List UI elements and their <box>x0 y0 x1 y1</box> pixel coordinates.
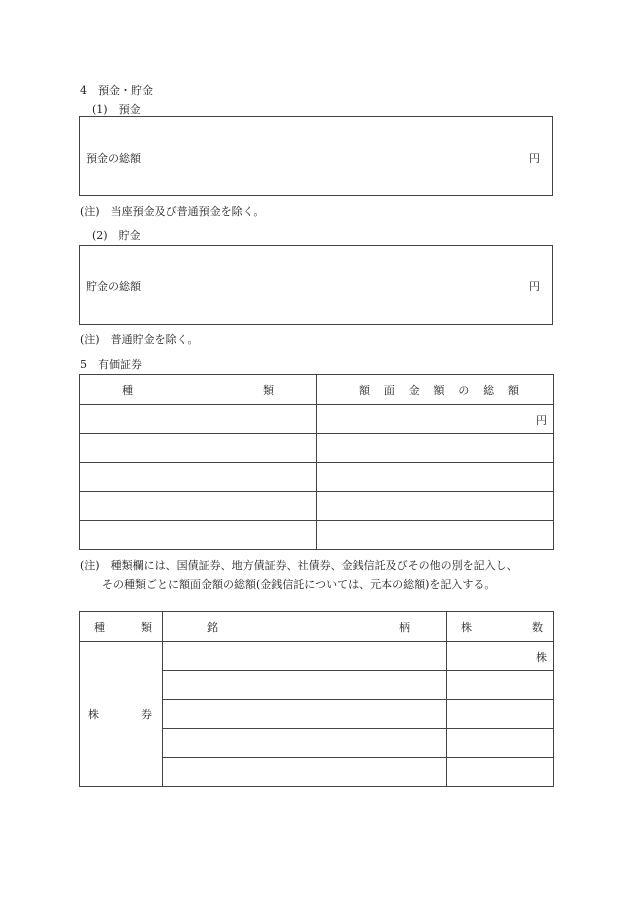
securities-type-cell[interactable] <box>80 434 317 463</box>
stock-brand-header: 銘 柄 <box>163 612 447 642</box>
securities-amount-cell[interactable] <box>317 405 554 434</box>
stock-brand-cell[interactable] <box>163 758 447 787</box>
securities-type-cell[interactable] <box>80 405 317 434</box>
table-row <box>80 642 554 671</box>
savings-total-label: 貯金の総額 <box>86 280 141 293</box>
savings-note: (注) 普通貯金を除く。 <box>80 333 199 346</box>
deposit-yen-unit: 円 <box>529 152 540 165</box>
securities-type-cell[interactable] <box>80 492 317 521</box>
table-row <box>80 405 554 434</box>
savings-total-box <box>79 245 553 325</box>
stock-shares-header: 株 数 <box>447 612 554 642</box>
securities-amount-cell[interactable] <box>317 492 554 521</box>
savings-sub-heading: (2) 貯金 <box>92 229 141 242</box>
table-row <box>80 463 554 492</box>
table-row <box>80 434 554 463</box>
securities-type-cell[interactable] <box>80 463 317 492</box>
stock-type-header: 種 類 <box>80 612 163 642</box>
section-4-heading: 4 預金・貯金 <box>80 84 153 97</box>
deposit-total-box <box>79 116 553 196</box>
stock-shares-cell[interactable] <box>447 700 554 729</box>
securities-table <box>79 374 554 550</box>
securities-note-line-1: (注) 種類欄には、国債証券、地方債証券、社債券、金銭信託及びその他の別を記入し、 <box>80 559 518 572</box>
table-row <box>80 492 554 521</box>
stock-brand-cell[interactable] <box>163 729 447 758</box>
stock-shares-cell[interactable] <box>447 729 554 758</box>
deposit-sub-heading: (1) 預金 <box>92 103 141 116</box>
stock-shares-cell[interactable] <box>447 642 554 671</box>
securities-type-cell[interactable] <box>80 521 317 550</box>
stock-shares-cell[interactable] <box>447 758 554 787</box>
stock-brand-cell[interactable] <box>163 642 447 671</box>
stock-table <box>79 611 554 787</box>
section-5-heading: 5 有価証券 <box>80 358 142 371</box>
securities-header-row <box>80 375 554 405</box>
stock-brand-cell[interactable] <box>163 700 447 729</box>
stock-header-row <box>80 612 554 642</box>
securities-type-header: 種 類 <box>80 375 317 405</box>
stock-shares-unit: 株 <box>536 651 547 664</box>
savings-yen-unit: 円 <box>529 280 540 293</box>
securities-note-line-2: その種類ごとに額面金額の総額(金銭信託については、元本の総額)を記入する。 <box>102 578 496 591</box>
stock-brand-cell[interactable] <box>163 671 447 700</box>
table-row <box>80 521 554 550</box>
securities-amount-cell[interactable] <box>317 434 554 463</box>
deposit-total-label: 預金の総額 <box>86 152 141 165</box>
securities-amount-header: 額 面 金 額 の 総 額 <box>317 375 554 405</box>
securities-yen-unit: 円 <box>536 414 547 427</box>
securities-amount-cell[interactable] <box>317 521 554 550</box>
stock-type-label-cell: 株 券 <box>80 642 163 787</box>
deposit-note: (注) 当座預金及び普通預金を除く。 <box>80 205 265 218</box>
stock-shares-cell[interactable] <box>447 671 554 700</box>
securities-amount-cell[interactable] <box>317 463 554 492</box>
